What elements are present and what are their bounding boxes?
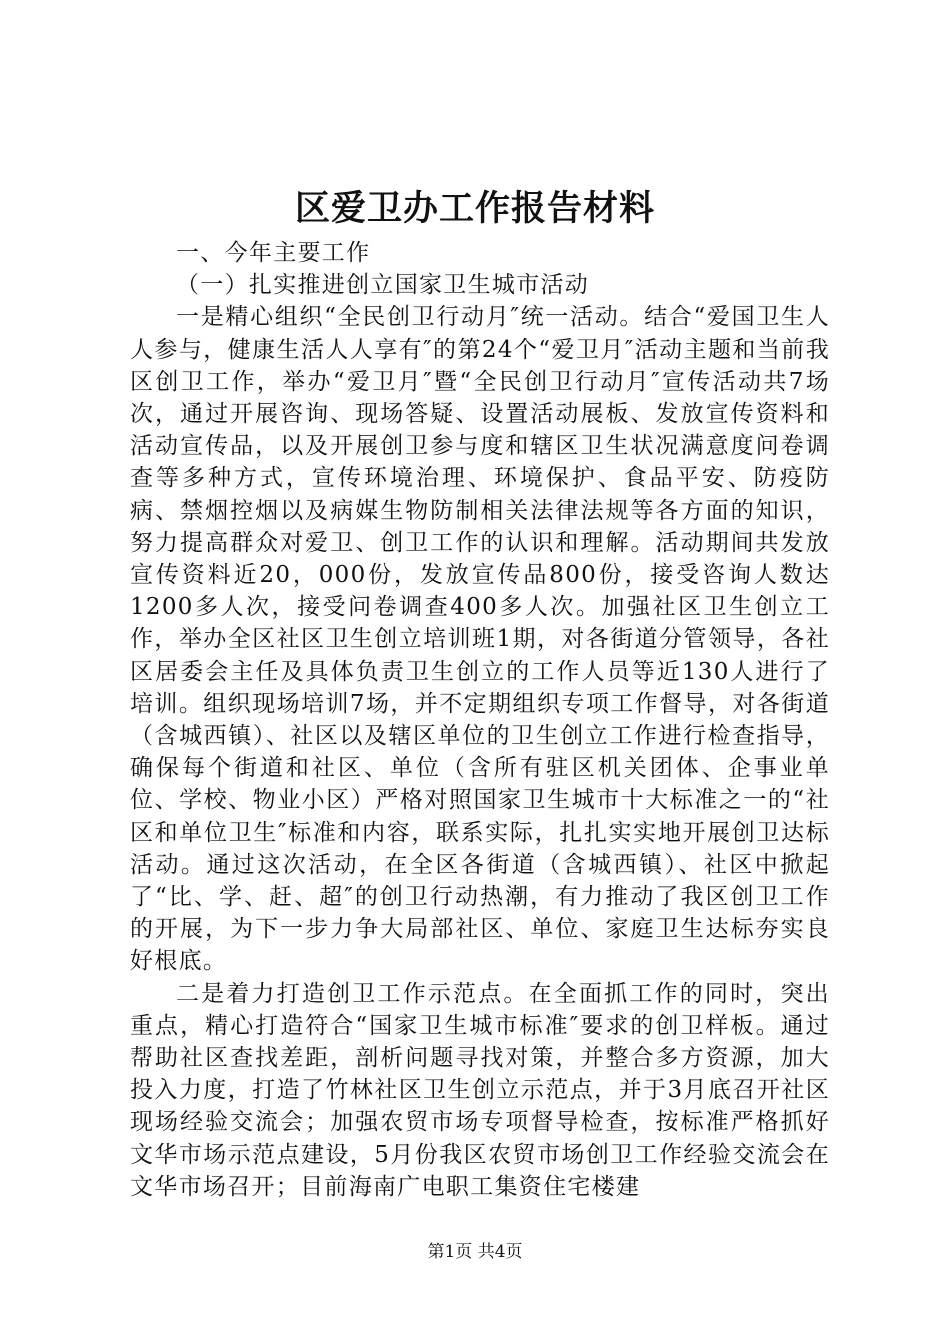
subsection-heading: （一）扎实推进创立国家卫生城市活动: [176, 272, 590, 299]
body-paragraph: 一是精心组织“全民创卫行动月″统一活动。结合“爱国卫生人人参与，健康生活人人享有″的第24个“爱卫月″活动主题和当前我区创卫工作，举办“爱卫月″暨“全民创卫行动月″宣传活动共7场次，通过开展咨询、现场答疑、设置活动展板、发放宣传资料和活动宣传品，以及开展创卫参与度和辖区卫生状况满意度问卷调查等多种方式，宣传环境治理、环境保护、食品平安、防疫防病、禁烟控烟以及病媒生物防制相关法律法规等各方面的知识，努力提高群众对爱卫、创卫工作的认识和理解。活动期间共发放宣传资料近20，000份，发放宣传品800份，接受咨询人数达1200多人次，接受问卷调查400多人次。加强社区卫生创立工作，举办全区社区卫生创立培训班1期，对各街道分管领导，各社区居委会主任及具体负责卫生创立的工作人员等近130人进行了培训。组织现场培训7场，并不定期组织专项工作督导，对各街道（含城西镇）、社区以及辖区单位的卫生创立工作进行检查指导，确保每个街道和社区、单位（含所有驻区机关团体、企事业单位、学校、物业小区）严格对照国家卫生城市十大标准之一的“社区和单位卫生″标准和内容，联系实际，扎扎实实地开展创卫达标活动。通过这次活动，在全区各街道（含城西镇）、社区中掀起了“比、学、赶、超″的创卫行动热潮，有力推动了我区创卫工作的开展，为下一步力争大局部社区、单位、家庭卫生达标夯实良好根底。: [130, 304, 830, 975]
page-footer: 第1页 共4页: [427, 1242, 523, 1262]
section-heading: 一、今年主要工作: [176, 240, 371, 266]
body-paragraph: 二是着力打造创卫工作示范点。在全面抓工作的同时，突出重点，精心打造符合“国家卫生城市标准″要求的创卫样板。通过帮助社区查找差距，剖析问题寻找对策，并整合多方资源，加大投入力度，打造了竹林社区卫生创立示范点，并于3月底召开社区现场经验交流会；加强农贸市场专项督导检查，按标准严格抓好文华市场示范点建设，5月份我区农贸市场创卫工作经验交流会在文华市场召开；目前海南广电职工集资住宅楼建: [130, 980, 830, 1200]
document-body: [130, 237, 830, 1203]
document-title: 区爱卫办工作报告材料: [294, 188, 655, 229]
